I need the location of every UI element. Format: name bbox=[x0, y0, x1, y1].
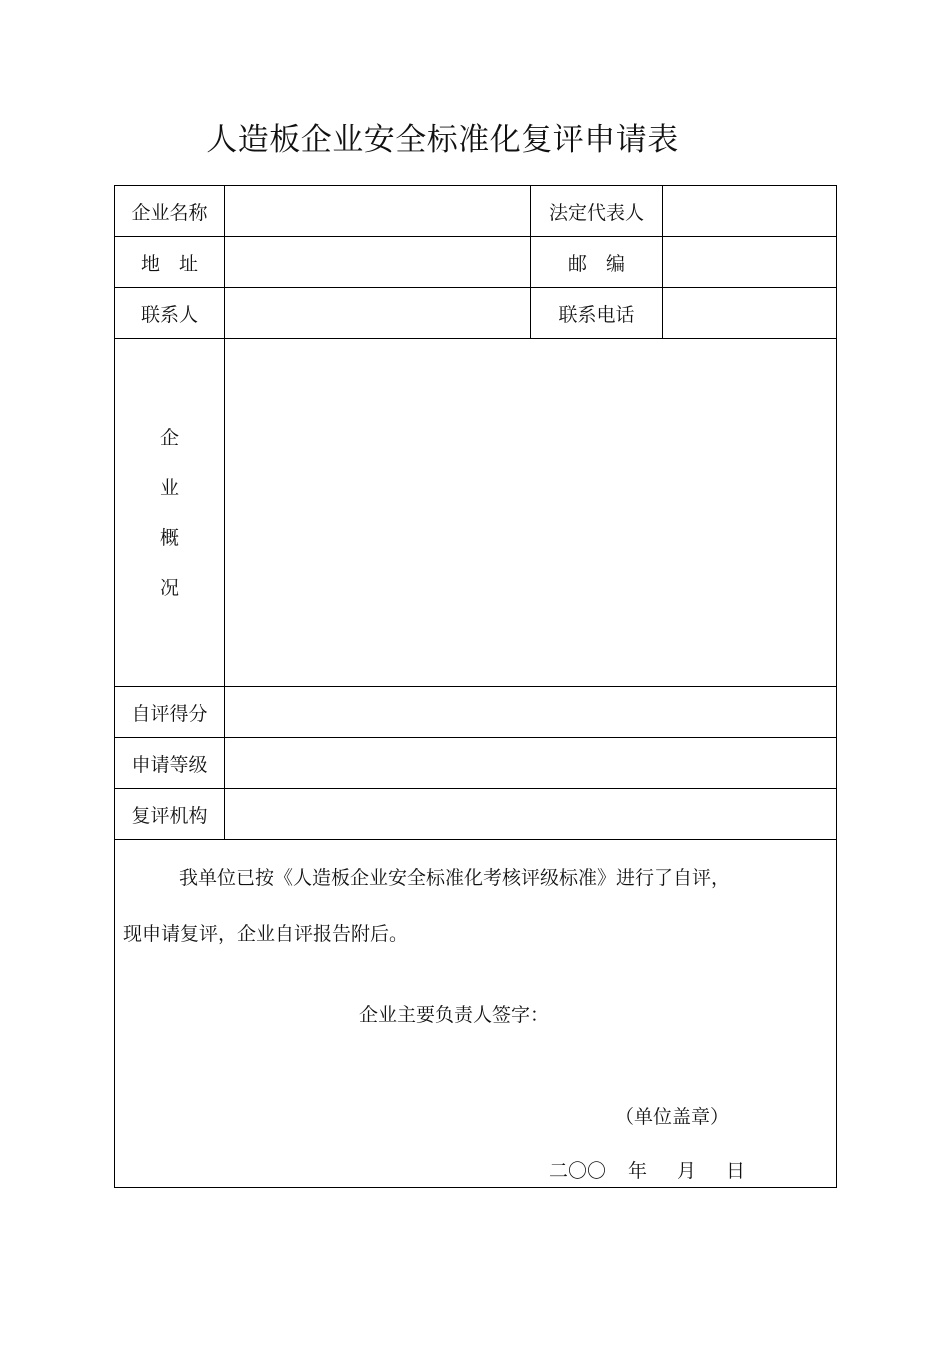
row-contact bbox=[115, 288, 837, 339]
label-address: 地 址 bbox=[115, 237, 225, 288]
label-postcode: 邮 编 bbox=[531, 237, 663, 288]
input-overview[interactable] bbox=[225, 339, 837, 687]
overview-char: 企 bbox=[159, 426, 179, 449]
input-legal-rep[interactable] bbox=[663, 186, 837, 237]
overview-char: 况 bbox=[159, 576, 179, 599]
statement-line-1: 我单位已按《人造板企业安全标准化考核评级标准》进行了自评， bbox=[179, 867, 731, 889]
input-company-name[interactable] bbox=[225, 186, 531, 237]
statement-line-2: 现申请复评，企业自评报告附后。 bbox=[123, 923, 409, 945]
label-phone: 联系电话 bbox=[531, 288, 663, 339]
input-phone[interactable] bbox=[663, 288, 837, 339]
label-legal-rep: 法定代表人 bbox=[531, 186, 663, 237]
label-self-score: 自评得分 bbox=[115, 687, 225, 738]
row-apply-level bbox=[115, 738, 837, 789]
overview-char: 概 bbox=[159, 526, 179, 549]
input-postcode[interactable] bbox=[663, 237, 837, 288]
seal-label: （单位盖章） bbox=[615, 1106, 730, 1128]
row-review-org bbox=[115, 789, 837, 840]
label-review-org: 复评机构 bbox=[115, 789, 225, 840]
input-apply-level[interactable] bbox=[225, 738, 837, 789]
overview-char: 业 bbox=[159, 476, 179, 499]
label-contact: 联系人 bbox=[115, 288, 225, 339]
date-month: 月 bbox=[677, 1160, 697, 1182]
row-statement bbox=[115, 840, 837, 1188]
date-prefix: 二〇〇 bbox=[549, 1160, 607, 1182]
date-day: 日 bbox=[726, 1160, 746, 1182]
statement-text bbox=[123, 850, 813, 962]
signature-label: 企业主要负责人签字： bbox=[359, 1004, 550, 1026]
label-overview bbox=[115, 339, 225, 687]
statement-cell bbox=[115, 840, 837, 1188]
input-review-org[interactable] bbox=[225, 789, 837, 840]
page-title: 人造板企业安全标准化复评申请表 bbox=[206, 122, 679, 158]
row-overview bbox=[115, 339, 837, 687]
row-self-score bbox=[115, 687, 837, 738]
input-contact[interactable] bbox=[225, 288, 531, 339]
application-form bbox=[114, 185, 837, 1188]
row-address bbox=[115, 237, 837, 288]
input-self-score[interactable] bbox=[225, 687, 837, 738]
date-line bbox=[549, 1156, 745, 1183]
date-year: 年 bbox=[628, 1160, 648, 1182]
row-company bbox=[115, 186, 837, 237]
label-company-name: 企业名称 bbox=[115, 186, 225, 237]
label-apply-level: 申请等级 bbox=[115, 738, 225, 789]
input-address[interactable] bbox=[225, 237, 531, 288]
